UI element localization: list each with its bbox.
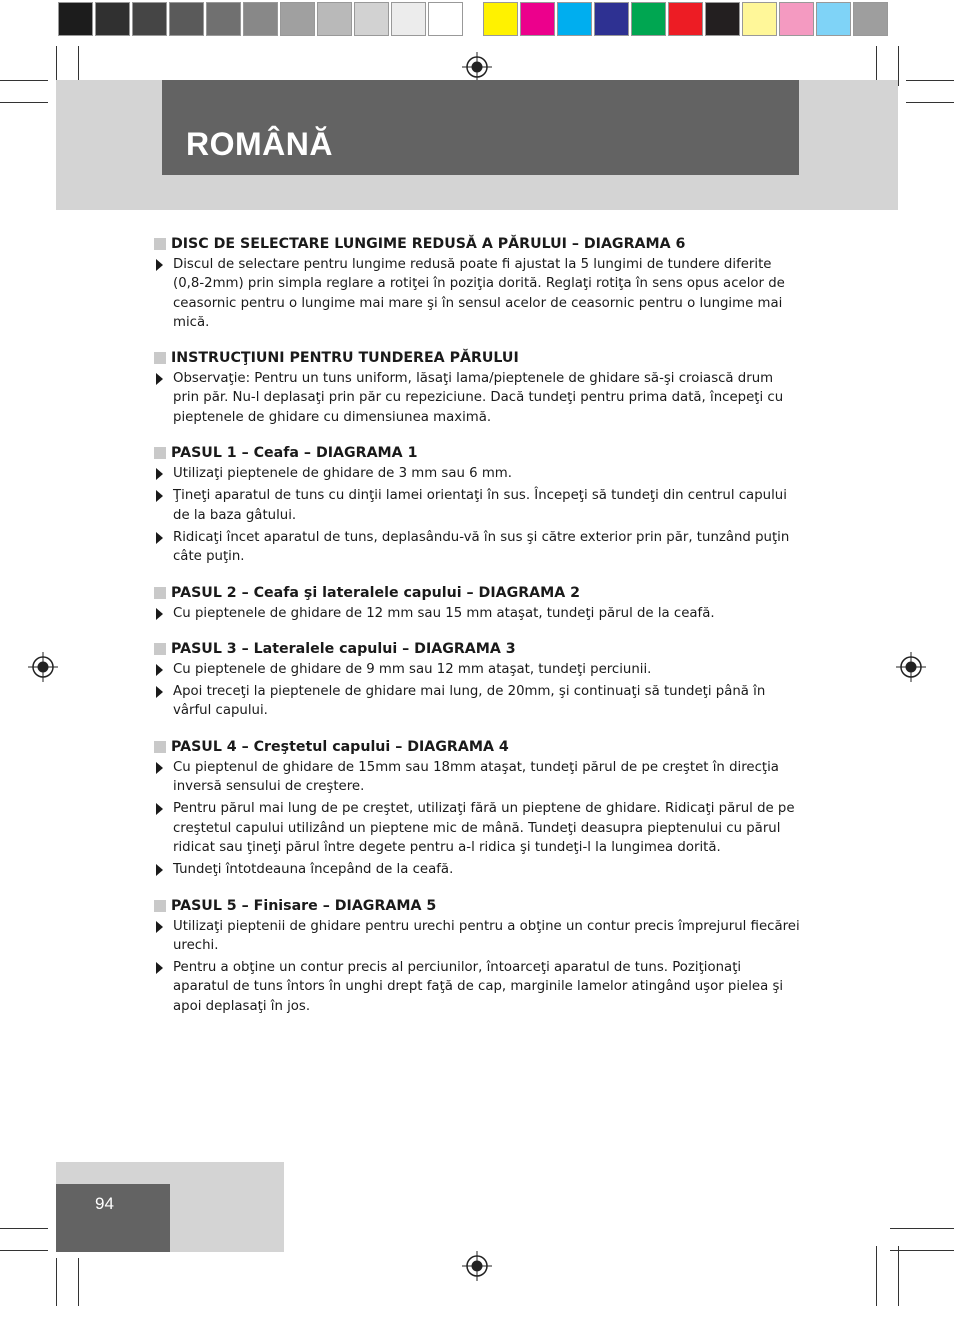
color-calibration-bar <box>483 2 890 38</box>
section-title: PASUL 1 – Ceafa – DIAGRAMA 1 <box>171 445 418 462</box>
title-box <box>162 80 799 175</box>
bullet-item <box>154 464 804 483</box>
triangle-bullet-icon <box>156 803 163 815</box>
color-swatch <box>705 2 740 36</box>
triangle-bullet-icon <box>156 468 163 480</box>
bullet-text: Discul de selectare pentru lungime redusă poate fi ajustat la 5 lungimi de tundere diferite (0,8-2mm) prin simpla reglare a rotiţei în poziţia dorită. Reglaţi rotiţa în sens opus acelor de ceasornic pentru o lungime mai mare şi în sensul acelor de ceasornic pentru o lungime mai mică. <box>173 257 785 330</box>
triangle-bullet-icon <box>156 921 163 933</box>
bullet-item <box>154 369 804 427</box>
square-bullet-icon <box>154 900 166 912</box>
gray-swatch <box>354 2 389 36</box>
bullet-item <box>154 486 804 525</box>
bullet-text: Utilizaţi pieptenele de ghidare de 3 mm sau 6 mm. <box>173 466 512 482</box>
section-title: PASUL 4 – Creştetul capului – DIAGRAMA 4 <box>171 738 509 755</box>
instruction-section <box>154 898 804 1016</box>
gray-swatch <box>169 2 204 36</box>
bullet-text: Ţineţi aparatul de tuns cu dinţii lamei orientaţi în sus. Începeţi să tundeţi din centrul capului de la baza gâtului. <box>173 488 787 523</box>
triangle-bullet-icon <box>156 259 163 271</box>
bullet-text: Pentru a obţine un contur precis al perciunilor, întoarceţi aparatul de tuns. Poziţionaţi aparatul de tuns întors în unghi drept faţă de cap, marginile lamelor atingând uşor pielea şi apoi deplasaţi în jos. <box>173 960 784 1014</box>
bullet-text: Cu pieptenele de ghidare de 12 mm sau 15 mm ataşat, tundeţi părul de la ceafă. <box>173 605 715 621</box>
bullet-item <box>154 799 804 857</box>
color-swatch <box>631 2 666 36</box>
registration-mark-icon <box>462 52 492 82</box>
bullet-item <box>154 682 804 721</box>
instruction-section <box>154 585 804 623</box>
section-title: PASUL 3 – Lateralele capului – DIAGRAMA 3 <box>171 640 516 657</box>
bullet-text: Apoi treceţi la pieptenele de ghidare mai lung, de 20mm, şi continuaţi să tundeţi până în vârful capului. <box>173 684 766 719</box>
triangle-bullet-icon <box>156 490 163 502</box>
section-title: PASUL 5 – Finisare – DIAGRAMA 5 <box>171 897 437 914</box>
triangle-bullet-icon <box>156 373 163 385</box>
gray-swatch <box>280 2 315 36</box>
instruction-section <box>154 739 804 880</box>
bullet-item <box>154 255 804 332</box>
section-header <box>154 739 804 755</box>
triangle-bullet-icon <box>156 962 163 974</box>
bullet-text: Tundeţi întotdeauna începând de la ceafă. <box>173 862 454 878</box>
instruction-section <box>154 350 804 427</box>
color-swatch <box>483 2 518 36</box>
section-header <box>154 445 804 461</box>
bullet-item <box>154 660 804 679</box>
registration-mark-icon <box>896 652 926 682</box>
section-title: DISC DE SELECTARE LUNGIME REDUSĂ A PĂRULUI – DIAGRAMA 6 <box>171 236 686 252</box>
instruction-section <box>154 445 804 566</box>
square-bullet-icon <box>154 741 166 753</box>
gray-swatch <box>317 2 352 36</box>
bullet-item <box>154 528 804 567</box>
section-title: PASUL 2 – Ceafa şi lateralele capului – DIAGRAMA 2 <box>171 584 581 601</box>
color-swatch <box>520 2 555 36</box>
square-bullet-icon <box>154 238 166 250</box>
square-bullet-icon <box>154 587 166 599</box>
color-swatch <box>853 2 888 36</box>
gray-swatch <box>95 2 130 36</box>
square-bullet-icon <box>154 352 166 364</box>
bullet-item <box>154 917 804 956</box>
section-header <box>154 585 804 601</box>
square-bullet-icon <box>154 643 166 655</box>
section-title: INSTRUCŢIUNI PENTRU TUNDEREA PĂRULUI <box>171 350 519 367</box>
gray-swatch <box>58 2 93 36</box>
color-swatch <box>816 2 851 36</box>
instruction-section <box>154 641 804 721</box>
bullet-item <box>154 958 804 1016</box>
grayscale-calibration-bar <box>58 2 465 38</box>
bullet-item <box>154 604 804 623</box>
bullet-item <box>154 758 804 797</box>
registration-mark-icon <box>462 1251 492 1281</box>
page-title: ROMÂNĂ <box>186 126 333 162</box>
section-header <box>154 898 804 914</box>
triangle-bullet-icon <box>156 664 163 676</box>
bullet-item <box>154 860 804 879</box>
bullet-text: Utilizaţi pieptenii de ghidare pentru urechi pentru a obţine un contur precis împrejurul fiecărei urechi. <box>173 918 800 953</box>
square-bullet-icon <box>154 447 166 459</box>
triangle-bullet-icon <box>156 532 163 544</box>
gray-swatch <box>243 2 278 36</box>
gray-swatch <box>428 2 463 36</box>
color-swatch <box>594 2 629 36</box>
page-number: 94 <box>95 1194 114 1213</box>
section-header <box>154 236 804 252</box>
bullet-text: Cu pieptenele de ghidare de 9 mm sau 12 mm ataşat, tundeţi perciunii. <box>173 661 652 677</box>
triangle-bullet-icon <box>156 686 163 698</box>
section-header <box>154 641 804 657</box>
gray-swatch <box>132 2 167 36</box>
color-swatch <box>668 2 703 36</box>
bullet-text: Ridicaţi încet aparatul de tuns, deplasându-vă în sus şi către exterior prin păr, tunzând puţin câte puţin. <box>173 529 790 565</box>
instruction-section <box>154 236 804 332</box>
registration-mark-icon <box>28 652 58 682</box>
bullet-text: Observaţie: Pentru un tuns uniform, lăsaţi lama/pieptenele de ghidare să-şi croiască drum prin păr. Nu-l deplasaţi prin păr cu repeziciune. Dacă tundeţi pentru prima dată, începeţi cu pieptenele de ghidare cu dimensiunea maximă. <box>173 371 784 425</box>
triangle-bullet-icon <box>156 864 163 876</box>
gray-swatch <box>206 2 241 36</box>
color-swatch <box>779 2 814 36</box>
triangle-bullet-icon <box>156 608 163 620</box>
section-header <box>154 350 804 366</box>
color-swatch <box>557 2 592 36</box>
main-content <box>154 236 804 1034</box>
gray-swatch <box>391 2 426 36</box>
page-number-box <box>56 1184 170 1252</box>
bullet-text: Pentru părul mai lung de pe creştet, utilizaţi fără un pieptene de ghidare. Ridicaţi părul de pe creştetul capului utilizând un pieptene mic de mână. Tundeţi deasupra pieptenului cu părul ridicat sau ţineţi părul între degete pentru a-l ridica şi tundeţi-l la lungimea dorită. <box>173 801 795 855</box>
triangle-bullet-icon <box>156 762 163 774</box>
bullet-text: Cu pieptenul de ghidare de 15mm sau 18mm ataşat, tundeţi părul de pe creştet în direcţia inversă sensului de creştere. <box>173 759 779 795</box>
color-swatch <box>742 2 777 36</box>
